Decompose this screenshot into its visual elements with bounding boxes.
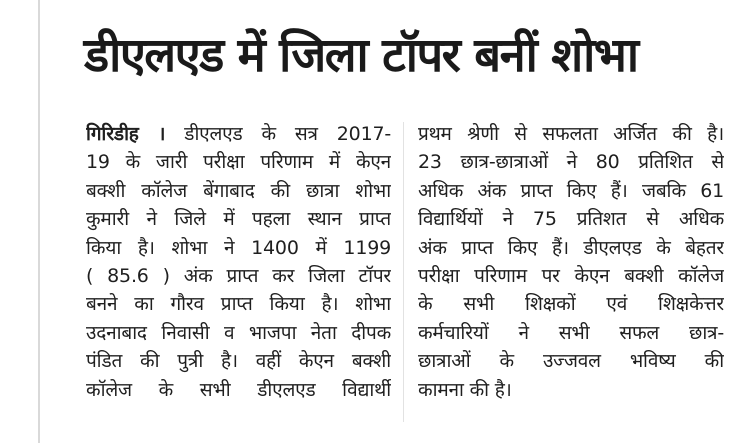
article-line: उदनाबाद निवासी व भाजपा नेता दीपक (86, 321, 391, 344)
article-line: कामना की है। (418, 378, 512, 401)
article-column-left (86, 120, 391, 404)
article-line: बनने का गौरव प्राप्त किया है। शोभा (86, 293, 391, 316)
article-line: प्रथम श्रेणी से सफलता अर्जित की है। (418, 123, 724, 145)
article-line: अधिक अंक प्राप्त किए हैं। जबकि 61 (418, 179, 724, 202)
article-line: बक्शी कॉलेज बेंगाबाद की छात्रा शोभा (86, 179, 391, 202)
article-line: के सभी शिक्षकों एवं शिक्षकेत्तर (418, 293, 724, 316)
article-line: किया है। शोभा ने 1400 में 1199 (86, 236, 391, 259)
article-line: कुमारी ने जिले में पहला स्थान प्राप्त (86, 208, 391, 231)
column-divider (403, 122, 404, 422)
article-column-right (418, 120, 724, 404)
article-line: कॉलेज के सभी डीएलएड विद्यार्थी (86, 378, 391, 401)
article-line: कर्मचारियों ने सभी सफल छात्र- (418, 321, 724, 344)
article-line (86, 120, 391, 148)
article-line: ( 85.6 ) अंक प्राप्त कर जिला टॉपर (86, 265, 391, 288)
article-line: 23 छात्र-छात्राओं ने 80 प्रतिशित से (418, 151, 724, 174)
headline: डीएलएड में जिला टॉपर बनीं शोभा (84, 28, 638, 83)
article-line: परीक्षा परिणाम पर केएन बक्शी कॉलेज (418, 265, 724, 288)
article-line: 19 के जारी परीक्षा परिणाम में केएन (86, 151, 391, 174)
article-line: पंडित की पुत्री है। वहीं केएन बक्शी (86, 350, 391, 373)
article-line-text: डीएलएड के सत्र 2017- (165, 123, 391, 145)
article-line: छात्राओं के उज्जवल भविष्य की (418, 350, 724, 373)
page-edge-rule (38, 0, 40, 443)
article-line: अंक प्राप्त किए हैं। डीएलएड के बेहतर (418, 236, 724, 259)
article-line: विद्यार्थियों ने 75 प्रतिशत से अधिक (418, 208, 724, 231)
dateline: गिरिडीह । (86, 123, 166, 145)
